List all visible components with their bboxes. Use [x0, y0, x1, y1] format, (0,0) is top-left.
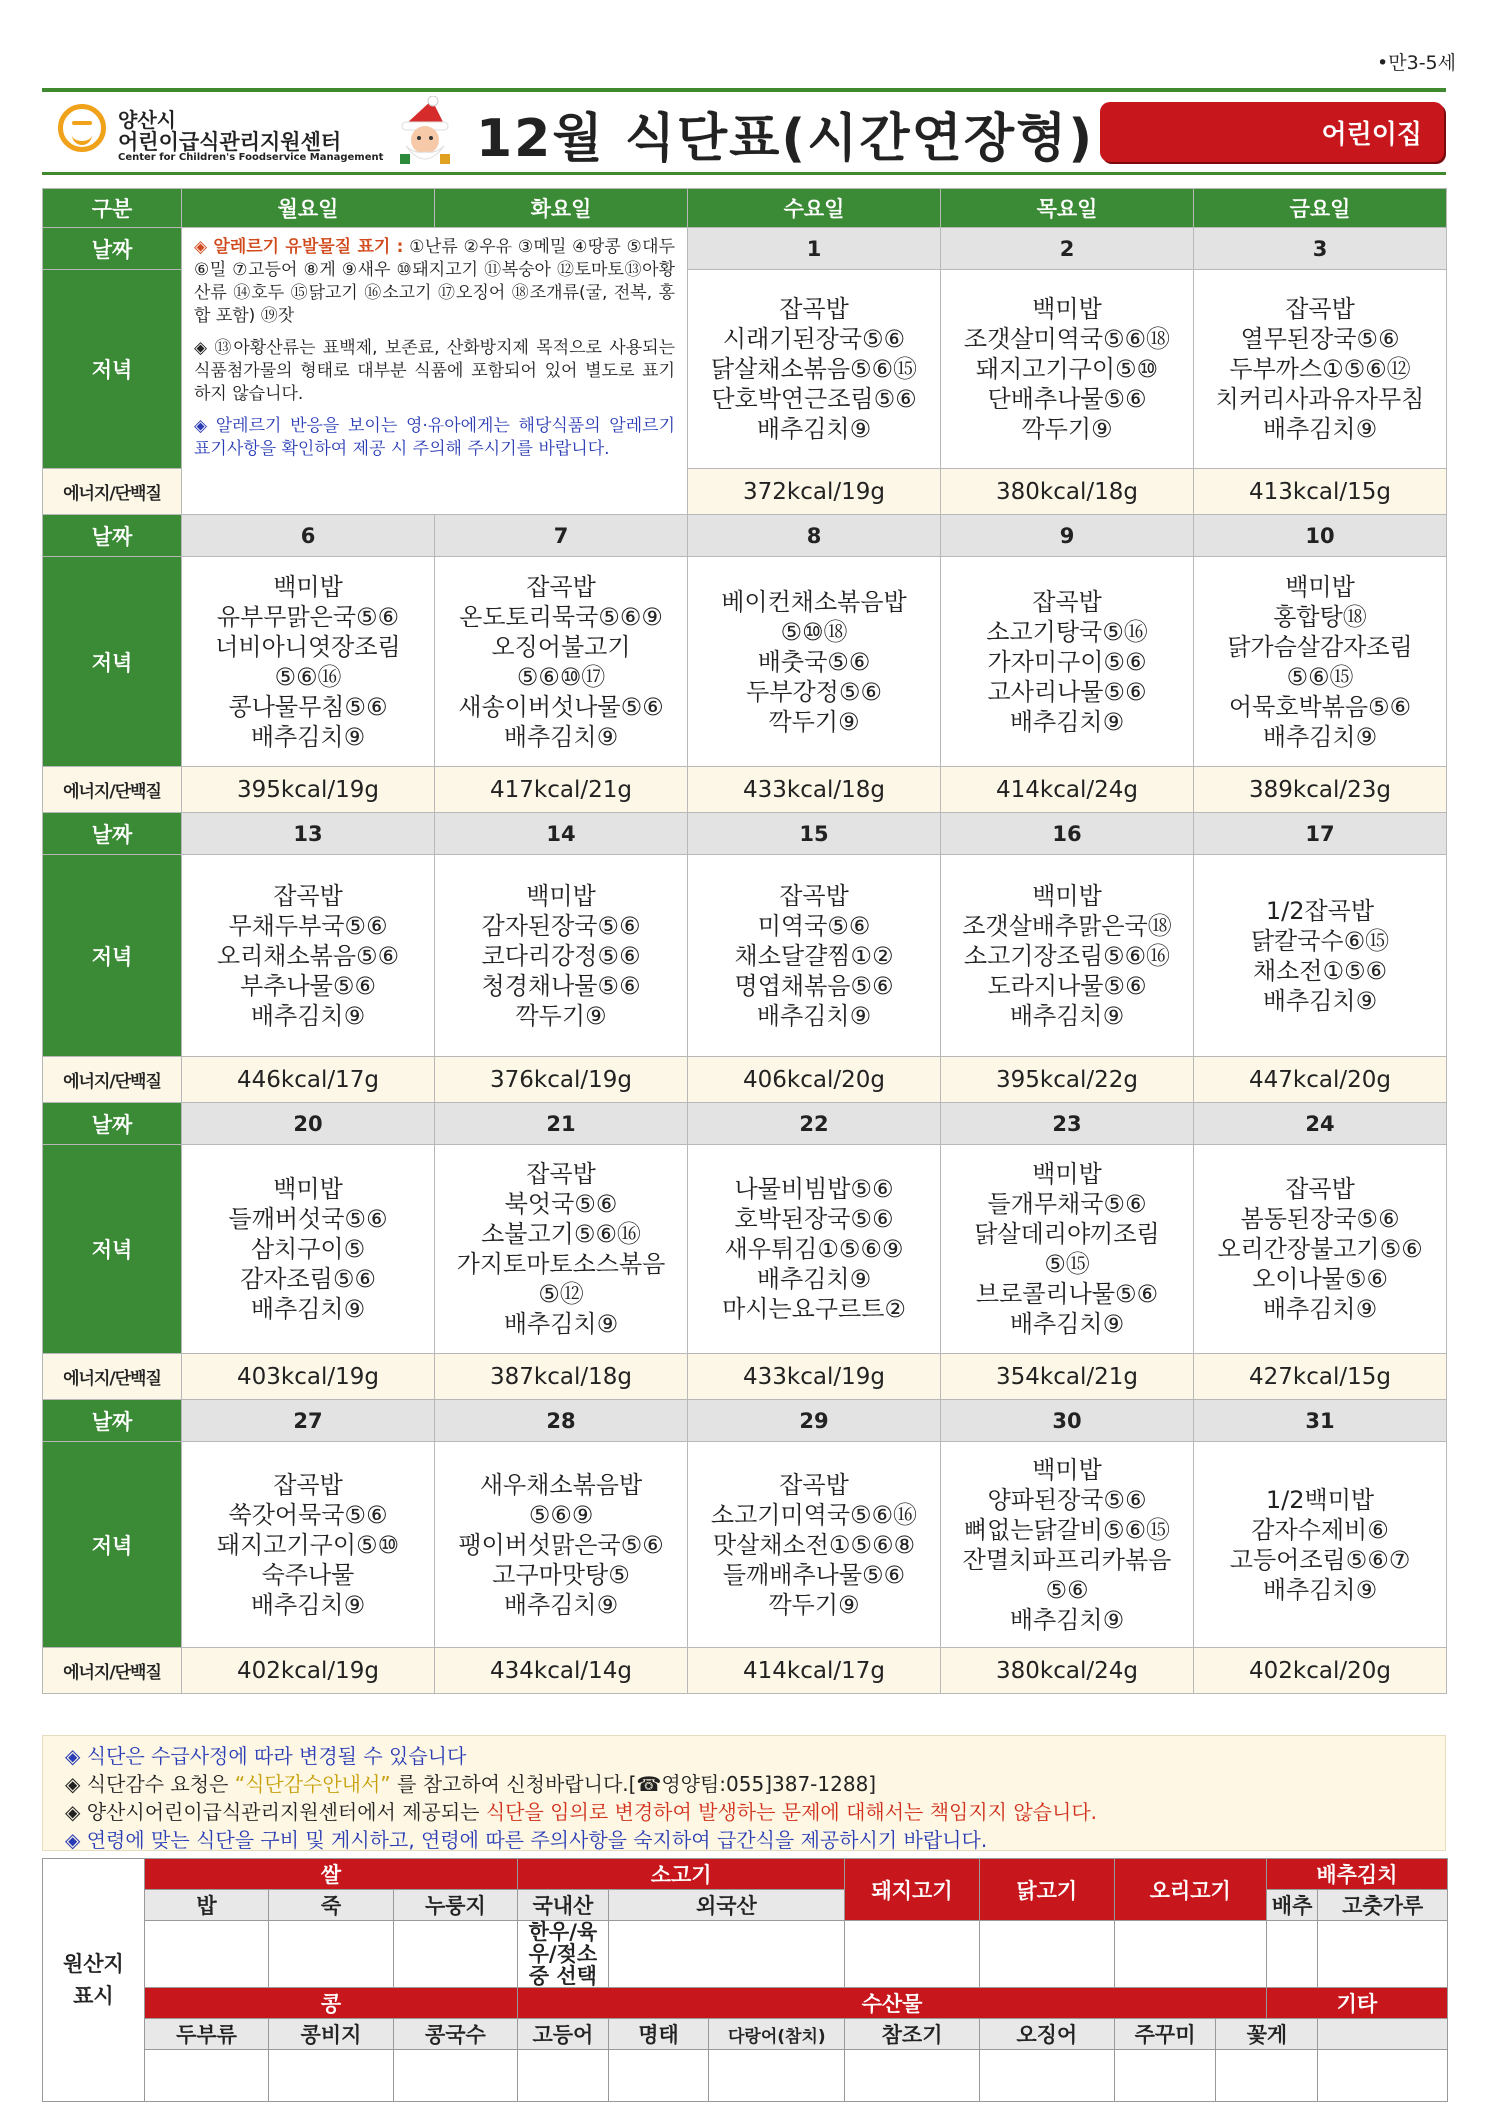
meal-cell [182, 1145, 435, 1354]
meal-cell [1194, 855, 1447, 1057]
meal-row [43, 1145, 1447, 1354]
energy-cell: 380kcal/24g [941, 1648, 1194, 1694]
energy-label: 에너지/단백질 [43, 469, 182, 515]
meal-cell [182, 1442, 435, 1648]
header-category: 구분 [43, 189, 182, 228]
energy-cell: 395kcal/19g [182, 767, 435, 813]
energy-cell: 434kcal/14g [435, 1648, 688, 1694]
energy-row [43, 1354, 1447, 1400]
notice-text: 를 참고하여 신청바랍니다.[☎영양팀:055]387-1288] [390, 1772, 877, 1796]
origin-table [42, 1858, 1448, 2102]
origin-input-cell[interactable] [269, 2050, 393, 2102]
origin-item: 고등어 [518, 2019, 609, 2050]
menu-text: 나물비빔밥⑤⑥ 호박된장국⑤⑥ 새우튀김①⑤⑥⑨ 배추김치⑨ 마시는요구르트② [722, 1175, 906, 1323]
meal-label: 저녁 [43, 1145, 182, 1354]
origin-input-cell[interactable] [1318, 1921, 1448, 1988]
menu-text: 백미밥 들개무채국⑤⑥ 닭살데리야끼조림 ⑤⑮ 브로콜리나물⑤⑥ 배추김치⑨ [974, 1160, 1160, 1338]
meal-cell [1194, 1145, 1447, 1354]
meal-cell [435, 855, 688, 1057]
date-cell: 24 [1194, 1103, 1447, 1145]
date-cell: 28 [435, 1400, 688, 1442]
meal-cell [941, 270, 1194, 469]
energy-cell: 446kcal/17g [182, 1057, 435, 1103]
origin-item: 콩국수 [393, 2019, 517, 2050]
rice-group: 쌀 [144, 1859, 517, 1890]
notice-line: ◈ 식단은 수급사정에 따라 변경될 수 있습니다 [65, 1744, 467, 1768]
meal-label: 저녁 [43, 557, 182, 767]
page-title: 12월 식단표(시간연장형) [476, 109, 1095, 169]
org-english-name: Center for Children's Foodservice Management [118, 152, 384, 163]
menu-text: 잡곡밥 열무된장국⑤⑥ 두부까스①⑤⑥⑫ 치커리사과유자무침 배추김치⑨ [1215, 295, 1425, 443]
meal-cell [688, 1145, 941, 1354]
header-monday: 월요일 [182, 189, 435, 228]
etc-group: 기타 [1266, 1988, 1447, 2019]
energy-cell: 413kcal/15g [1194, 469, 1447, 515]
origin-input-cell[interactable] [1114, 2050, 1216, 2102]
header-tuesday: 화요일 [435, 189, 688, 228]
meal-cell [688, 557, 941, 767]
notice-text: ◈ 식단감수 요청은 [65, 1772, 235, 1796]
date-row [43, 1103, 1447, 1145]
energy-label: 에너지/단백질 [43, 1354, 182, 1400]
meal-label: 저녁 [43, 1442, 182, 1648]
date-cell: 29 [688, 1400, 941, 1442]
energy-cell: 417kcal/21g [435, 767, 688, 813]
energy-cell: 433kcal/19g [688, 1354, 941, 1400]
origin-item: 죽 [269, 1890, 393, 1921]
energy-cell: 433kcal/18g [688, 767, 941, 813]
notice-text: ◈ 양산시어린이급식관리지원센터에서 제공되는 [65, 1800, 486, 1824]
origin-input-cell[interactable] [144, 1921, 268, 1988]
date-cell: 27 [182, 1400, 435, 1442]
origin-input-cell[interactable] [845, 2050, 980, 2102]
org-city: 양산시 [118, 108, 176, 132]
notice-highlight: 식단을 임의로 변경하여 발생하는 문제에 대해서는 책임지지 않습니다. [485, 1800, 1097, 1824]
date-row [43, 1400, 1447, 1442]
date-cell: 1 [688, 228, 941, 270]
header-friday: 금요일 [1194, 189, 1447, 228]
menu-text: 백미밥 양파된장국⑤⑥ 뼈없는닭갈비⑤⑥⑮ 잔멸치파프리카볶음 ⑤⑥ 배추김치⑨ [962, 1455, 1172, 1634]
origin-input-cell[interactable] [393, 2050, 517, 2102]
meal-cell [688, 270, 941, 469]
origin-input-cell[interactable] [979, 1921, 1114, 1988]
menu-text: 백미밥 조갯살배추맑은국⑱ 소고기장조림⑤⑥⑯ 도라지나물⑤⑥ 배추김치⑨ [962, 881, 1172, 1030]
menu-text: 잡곡밥 시래기된장국⑤⑥ 닭살채소볶음⑤⑥⑮ 단호박연근조림⑤⑥ 배추김치⑨ [710, 295, 918, 443]
seafood-group: 수산물 [518, 1988, 1267, 2019]
bean-group: 콩 [144, 1988, 517, 2019]
date-cell: 14 [435, 813, 688, 855]
energy-label: 에너지/단백질 [43, 1648, 182, 1694]
date-cell: 16 [941, 813, 1194, 855]
menu-text: 1/2백미밥 감자수제비⑥ 고등어조림⑤⑥⑦ 배추김치⑨ [1229, 1485, 1411, 1604]
meal-cell [941, 1442, 1194, 1648]
origin-input-cell[interactable] [1318, 2050, 1448, 2102]
meal-cell [182, 855, 435, 1057]
menu-table [42, 188, 1447, 1694]
date-cell: 7 [435, 515, 688, 557]
santa-icon [392, 96, 458, 166]
energy-cell: 403kcal/19g [182, 1354, 435, 1400]
date-cell: 21 [435, 1103, 688, 1145]
date-cell: 17 [1194, 813, 1447, 855]
meal-cell [941, 557, 1194, 767]
sulfite-note: ◈ ⑬아황산류는 표백제, 보존료, 산화방지제 목적으로 사용되는 식품첨가물의 형태로 대부분 식품에 포함되어 있어 별도로 표기하지 않습니다. [194, 338, 675, 404]
meal-label: 저녁 [43, 855, 182, 1057]
date-cell: 31 [1194, 1400, 1447, 1442]
meal-cell [1194, 270, 1447, 469]
origin-input-cell[interactable] [608, 1921, 845, 1988]
kimchi-group: 배추김치 [1266, 1859, 1447, 1890]
beef-choice-note: 한우/육우/젖소 중 선택 [518, 1921, 609, 1988]
origin-item: 꽃게 [1216, 2019, 1318, 2050]
origin-input-cell[interactable] [979, 2050, 1114, 2102]
facility-type-badge: 어린이집 [1100, 102, 1444, 162]
origin-input-cell[interactable] [845, 1921, 980, 1988]
origin-input-cell[interactable] [709, 2050, 845, 2102]
origin-input-cell[interactable] [1216, 2050, 1318, 2102]
menu-text: 잡곡밥 소고기미역국⑤⑥⑯ 맛살채소전①⑤⑥⑧ 들깨배추나물⑤⑥ 깍두기⑨ [710, 1470, 918, 1619]
menu-text: 베이컨채소볶음밥 ⑤⑩⑱ 배춧국⑤⑥ 두부강정⑤⑥ 깍두기⑨ [721, 587, 907, 736]
allergy-caution: ◈ 알레르기 반응을 보이는 영·유아에게는 해당식품의 알레르기 표기사항을 확인하여 제공 시 주의해 주시기를 바랍니다. [194, 416, 675, 459]
notice-line [65, 1770, 1445, 1798]
menu-text: 잡곡밥 온도토리묵국⑤⑥⑨ 오징어불고기 ⑤⑥⑩⑰ 새송이버섯나물⑤⑥ 배추김치⑨ [458, 572, 664, 751]
menu-text: 잡곡밥 무채두부국⑤⑥ 오리채소볶음⑤⑥ 부추나물⑤⑥ 배추김치⑨ [216, 881, 400, 1030]
origin-input-cell[interactable] [393, 1921, 517, 1988]
origin-item: 다랑어(참치) [709, 2019, 845, 2050]
date-cell: 20 [182, 1103, 435, 1145]
energy-cell: 406kcal/20g [688, 1057, 941, 1103]
origin-item: 외국산 [608, 1890, 845, 1921]
meal-cell [435, 557, 688, 767]
meal-label: 저녁 [43, 270, 182, 469]
origin-input-cell[interactable] [1266, 1921, 1317, 1988]
pork-group: 돼지고기 [845, 1859, 980, 1921]
menu-text: 잡곡밥 쑥갓어묵국⑤⑥ 돼지고기구이⑤⑩ 숙주나물 배추김치⑨ [216, 1470, 400, 1619]
energy-cell: 372kcal/19g [688, 469, 941, 515]
menu-text: 잡곡밥 봄동된장국⑤⑥ 오리간장불고기⑤⑥ 오이나물⑤⑥ 배추김치⑨ [1217, 1175, 1423, 1323]
allergy-info-panel [182, 228, 688, 515]
origin-input-cell[interactable] [518, 2050, 609, 2102]
meal-cell [1194, 1442, 1447, 1648]
origin-label: 원산지 표시 [43, 1859, 145, 2102]
date-label: 날짜 [43, 1400, 182, 1442]
origin-input-cell[interactable] [608, 2050, 709, 2102]
header-bottom-rule [42, 172, 1446, 175]
notice-line: ◈ 연령에 맞는 식단을 구비 및 게시하고, 연령에 따른 주의사항을 숙지하여 급간식을 제공하시기 바랍니다. [65, 1828, 988, 1852]
origin-item: 배추 [1266, 1890, 1317, 1921]
menu-text: 백미밥 홍합탕⑱ 닭가슴살감자조림 ⑤⑥⑮ 어묵호박볶음⑤⑥ 배추김치⑨ [1227, 572, 1413, 751]
date-label: 날짜 [43, 228, 182, 270]
menu-text: 백미밥 조갯살미역국⑤⑥⑱ 돼지고기구이⑤⑩ 단배추나물⑤⑥ 깍두기⑨ [963, 295, 1171, 443]
allergy-legend-title: ◈ 알레르기 유발물질 표기 : [194, 237, 404, 257]
date-label: 날짜 [43, 515, 182, 557]
meal-cell [182, 557, 435, 767]
header-wednesday: 수요일 [688, 189, 941, 228]
menu-text: 백미밥 유부무맑은국⑤⑥ 너비아니엿장조림 ⑤⑥⑯ 콩나물무침⑤⑥ 배추김치⑨ [215, 572, 401, 751]
origin-input-cell[interactable] [269, 1921, 393, 1988]
energy-row [43, 767, 1447, 813]
energy-cell: 376kcal/19g [435, 1057, 688, 1103]
meal-cell [435, 1442, 688, 1648]
energy-cell: 402kcal/19g [182, 1648, 435, 1694]
chicken-group: 닭고기 [979, 1859, 1114, 1921]
date-label: 날짜 [43, 1103, 182, 1145]
energy-row [43, 1648, 1447, 1694]
origin-item: 밥 [144, 1890, 268, 1921]
energy-cell: 427kcal/15g [1194, 1354, 1447, 1400]
allergy-legend-body: ①난류 ②우유 ③메밀 ④땅콩 ⑤대두 ⑥밀 ⑦고등어 ⑧게 ⑨새우 ⑩돼지고기 ⑪복숭아 ⑫토마토⑬아황산류 ⑭호두 ⑮닭고기 ⑯소고기 ⑰오징어 ⑱조개류(굴, 전복, 홍합 포함) ⑲잣 [194, 237, 675, 326]
date-cell: 9 [941, 515, 1194, 557]
date-row [43, 515, 1447, 557]
header-top-rule [42, 88, 1446, 92]
menu-text: 백미밥 감자된장국⑤⑥ 코다리강정⑤⑥ 청경채나물⑤⑥ 깍두기⑨ [481, 881, 641, 1030]
energy-cell: 354kcal/21g [941, 1354, 1194, 1400]
origin-item: 명태 [608, 2019, 709, 2050]
origin-input-cell[interactable] [144, 2050, 268, 2102]
age-group-label: •만3-5세 [1377, 52, 1456, 74]
smile-logo-icon [58, 104, 106, 152]
date-cell: 8 [688, 515, 941, 557]
date-cell: 15 [688, 813, 941, 855]
meal-cell [688, 1442, 941, 1648]
meal-cell [941, 855, 1194, 1057]
date-cell: 13 [182, 813, 435, 855]
menu-text: 1/2잡곡밥 닭칼국수⑥⑮ 채소전①⑤⑥ 배추김치⑨ [1250, 896, 1390, 1015]
menu-text: 잡곡밥 소고기탕국⑤⑯ 가자미구이⑤⑥ 고사리나물⑤⑥ 배추김치⑨ [986, 587, 1148, 736]
origin-item: 참조기 [845, 2019, 980, 2050]
meal-row [43, 1442, 1447, 1648]
menu-text: 새우채소볶음밥 ⑤⑥⑨ 팽이버섯맑은국⑤⑥ 고구마맛탕⑤ 배추김치⑨ [458, 1470, 664, 1619]
beef-group: 소고기 [518, 1859, 845, 1890]
menu-text: 잡곡밥 미역국⑤⑥ 채소달걀찜①② 명엽채볶음⑤⑥ 배추김치⑨ [734, 881, 894, 1030]
date-label: 날짜 [43, 813, 182, 855]
energy-cell: 414kcal/17g [688, 1648, 941, 1694]
notice-box [42, 1735, 1446, 1851]
duck-group: 오리고기 [1114, 1859, 1266, 1921]
energy-cell: 380kcal/18g [941, 469, 1194, 515]
meal-row [43, 855, 1447, 1057]
date-cell: 3 [1194, 228, 1447, 270]
header-thursday: 목요일 [941, 189, 1194, 228]
energy-label: 에너지/단백질 [43, 1057, 182, 1103]
meal-cell [1194, 557, 1447, 767]
menu-text: 백미밥 들깨버섯국⑤⑥ 삼치구이⑤ 감자조림⑤⑥ 배추김치⑨ [228, 1175, 388, 1323]
menu-text: 잡곡밥 북엇국⑤⑥ 소불고기⑤⑥⑯ 가지토마토소스볶음 ⑤⑫ 배추김치⑨ [456, 1160, 666, 1338]
energy-cell: 402kcal/20g [1194, 1648, 1447, 1694]
origin-input-cell[interactable] [1114, 1921, 1266, 1988]
energy-cell: 395kcal/22g [941, 1057, 1194, 1103]
origin-item: 두부류 [144, 2019, 268, 2050]
date-cell: 2 [941, 228, 1194, 270]
energy-cell: 414kcal/24g [941, 767, 1194, 813]
meal-cell [941, 1145, 1194, 1354]
origin-item: 콩비지 [269, 2019, 393, 2050]
meal-cell [435, 1145, 688, 1354]
notice-highlight: “식단감수안내서” [234, 1772, 391, 1796]
notice-line [65, 1798, 1445, 1826]
header-row [43, 189, 1447, 228]
origin-item: 오징어 [979, 2019, 1114, 2050]
meal-cell [688, 855, 941, 1057]
origin-item: 고춧가루 [1318, 1890, 1448, 1921]
date-row [43, 813, 1447, 855]
origin-item: 국내산 [518, 1890, 609, 1921]
origin-item [1318, 2019, 1448, 2050]
date-row [43, 228, 1447, 270]
date-cell: 30 [941, 1400, 1194, 1442]
date-cell: 22 [688, 1103, 941, 1145]
date-cell: 23 [941, 1103, 1194, 1145]
energy-cell: 389kcal/23g [1194, 767, 1447, 813]
date-cell: 10 [1194, 515, 1447, 557]
date-cell: 6 [182, 515, 435, 557]
energy-label: 에너지/단백질 [43, 767, 182, 813]
origin-item: 주꾸미 [1114, 2019, 1216, 2050]
energy-row [43, 1057, 1447, 1103]
energy-cell: 447kcal/20g [1194, 1057, 1447, 1103]
org-name: 어린이급식관리지원센터 [118, 130, 342, 154]
origin-item: 누룽지 [393, 1890, 517, 1921]
meal-row [43, 557, 1447, 767]
energy-cell: 387kcal/18g [435, 1354, 688, 1400]
